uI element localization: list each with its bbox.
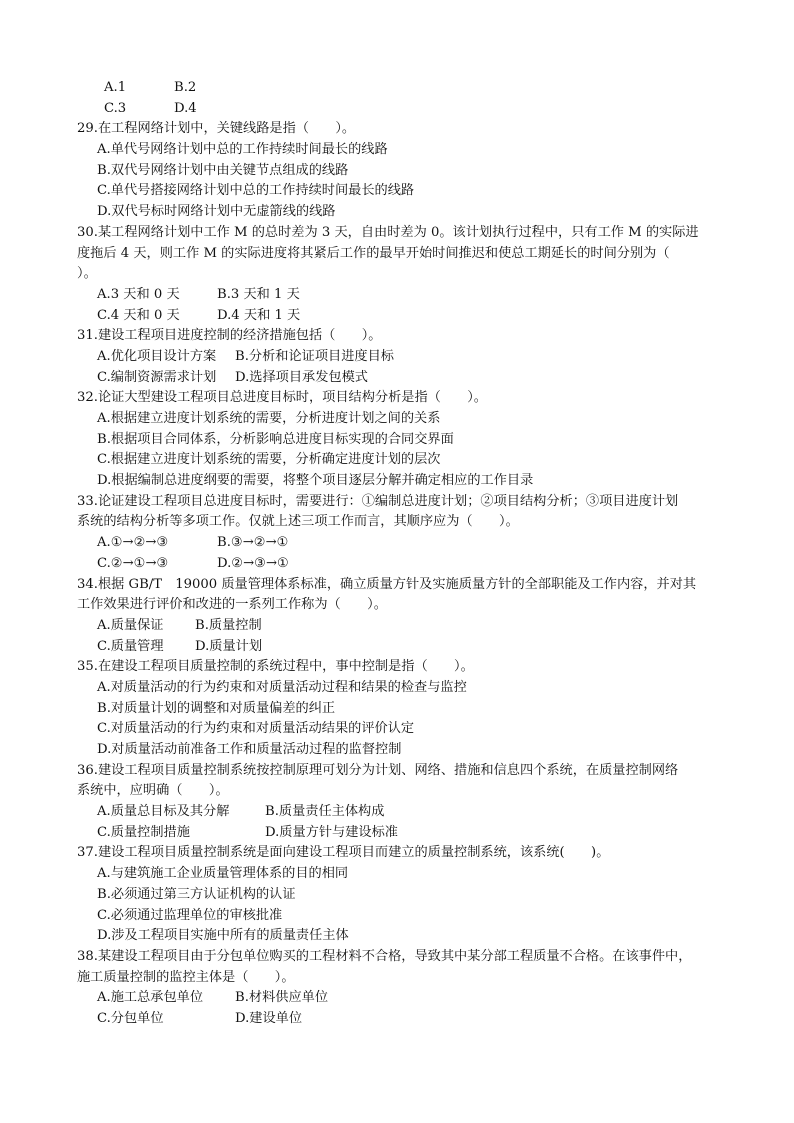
option-row bbox=[0, 637, 794, 658]
option-a: A.质量保证 bbox=[97, 617, 164, 633]
option-a: A.对质量活动的行为约束和对质量活动过程和结果的检查与监控 bbox=[97, 679, 467, 695]
option-d: D.选择项目承发包模式 bbox=[235, 369, 368, 385]
option-b: B.对质量计划的调整和对质量偏差的纠正 bbox=[97, 700, 336, 716]
option-b: B.质量责任主体构成 bbox=[265, 804, 385, 820]
option-b: B.双代号网络计划中由关键节点组成的线路 bbox=[97, 162, 349, 178]
option-a: A.①→②→③ bbox=[97, 535, 169, 551]
option-b: B.3 天和 1 天 bbox=[217, 286, 300, 302]
question-stem: 29.在工程网络计划中，关键线路是指（ ）。 bbox=[77, 121, 356, 137]
option-d: D.4 bbox=[174, 100, 197, 116]
question-list bbox=[0, 78, 794, 1030]
option-c: C.编制资源需求计划 bbox=[97, 369, 217, 385]
option-a: A.优化项目设计方案 bbox=[97, 348, 217, 364]
option-c: C.3 bbox=[104, 100, 127, 116]
question-stem-cont: 度拖后 4 天，则工作 M 的实际进度将其紧后工作的最早开始时间推迟和使总工期延长的时间分别为（ bbox=[77, 245, 670, 261]
question-stem-cont: 系统的结构分析等多项工作。仅就上述三项工作而言，其顺序应为（ ）。 bbox=[77, 514, 519, 530]
option-d: D.对质量活动前准备工作和质量活动过程的监督控制 bbox=[97, 742, 402, 757]
option-d: D.双代号标时网络计划中无虚箭线的线路 bbox=[97, 204, 336, 220]
question-stem: 33.论证建设工程项目总进度目标时，需要进行：①编制总进度计划；②项目结构分析；③项目进度计划 bbox=[77, 493, 679, 509]
option-row bbox=[0, 823, 794, 844]
option-a: A.施工总承包单位 bbox=[97, 990, 204, 1006]
option-row bbox=[0, 1009, 794, 1030]
option-row bbox=[0, 554, 794, 575]
option-b: B.材料供应单位 bbox=[235, 990, 329, 1006]
option-d: D.建设单位 bbox=[235, 1010, 303, 1026]
question-stem: 34.根据 GB/T 19000 质量管理体系标准，确立质量方针及实施质量方针的全部职能及工作内容，并对其 bbox=[77, 576, 697, 592]
option-b: B.根据项目合同体系，分析影响总进度目标实现的合同交界面 bbox=[97, 431, 454, 447]
option-d: D.涉及工程项目实施中所有的质量责任主体 bbox=[97, 928, 349, 944]
question-stem: 37.建设工程项目质量控制系统是面向建设工程项目而建立的质量控制系统，该系统( )。 bbox=[77, 845, 610, 861]
option-a: A.3 天和 0 天 bbox=[97, 286, 180, 302]
option-d: D.质量方针与建设标准 bbox=[265, 824, 398, 840]
option-c: C.4 天和 0 天 bbox=[97, 307, 180, 323]
option-c: C.质量管理 bbox=[97, 638, 164, 654]
option-row bbox=[0, 78, 794, 99]
option-d: D.②→③→① bbox=[217, 555, 289, 571]
option-a: A.质量总目标及其分解 bbox=[97, 804, 230, 820]
option-row bbox=[0, 988, 794, 1009]
option-c: C.分包单位 bbox=[97, 1010, 164, 1026]
question-stem: 31.建设工程项目进度控制的经济措施包括（ ）。 bbox=[77, 328, 382, 344]
option-row bbox=[0, 368, 794, 389]
question-stem: 35.在建设工程项目质量控制的系统过程中，事中控制是指（ ）。 bbox=[77, 659, 474, 675]
option-b: B.2 bbox=[174, 80, 197, 95]
option-row bbox=[0, 306, 794, 327]
option-row bbox=[0, 285, 794, 306]
option-d: D.4 天和 1 天 bbox=[217, 307, 301, 323]
option-b: B.必须通过第三方认证机构的认证 bbox=[97, 886, 296, 902]
question-stem: 36.建设工程项目质量控制系统按控制原理可划分为计划、网络、措施和信息四个系统，在质量控制网络 bbox=[77, 762, 679, 778]
question-stem-cont: ）。 bbox=[77, 266, 97, 282]
option-a: A.与建筑施工企业质量管理体系的目的相同 bbox=[97, 866, 349, 882]
option-row bbox=[0, 347, 794, 368]
option-b: B.③→②→① bbox=[217, 535, 289, 551]
option-b: B.质量控制 bbox=[195, 617, 262, 633]
option-b: B.分析和论证项目进度目标 bbox=[235, 348, 394, 364]
option-c: C.根据建立进度计划系统的需要，分析确定进度计划的层次 bbox=[97, 452, 441, 468]
option-a: A.单代号网络计划中总的工作持续时间最长的线路 bbox=[97, 142, 388, 158]
option-row bbox=[0, 616, 794, 637]
question-stem-cont: 系统中，应明确（ ）。 bbox=[77, 783, 229, 799]
option-c: C.②→①→③ bbox=[97, 555, 169, 571]
option-c: C.单代号搭接网络计划中总的工作持续时间最长的线路 bbox=[97, 183, 415, 199]
question-stem-cont: 施工质量控制的监控主体是（ ）。 bbox=[77, 969, 295, 985]
option-row bbox=[0, 802, 794, 823]
option-c: C.质量控制措施 bbox=[97, 824, 190, 840]
question-stem: 30.某工程网络计划中工作 M 的总时差为 3 天，自由时差为 0。该计划执行过程中，只有工作 M 的实际进 bbox=[77, 224, 699, 240]
option-a: A.根据建立进度计划系统的需要，分析进度计划之间的关系 bbox=[97, 411, 441, 426]
option-row bbox=[0, 99, 794, 120]
option-d: D.质量计划 bbox=[195, 638, 263, 654]
option-c: C.必须通过监理单位的审核批准 bbox=[97, 907, 283, 923]
option-a: A.1 bbox=[104, 80, 127, 95]
option-row bbox=[0, 533, 794, 554]
option-c: C.对质量活动的行为约束和对质量活动结果的评价认定 bbox=[97, 721, 415, 737]
question-stem: 38.某建设工程项目由于分包单位购买的工程材料不合格，导致其中某分部工程质量不合格。在该事件中， bbox=[77, 948, 692, 964]
option-d: D.根据编制总进度纲要的需要，将整个项目逐层分解并确定相应的工作目录 bbox=[97, 473, 534, 489]
question-stem: 32.论证大型建设工程项目总进度目标时，项目结构分析是指（ ）。 bbox=[77, 390, 487, 406]
question-stem-cont: 工作效果进行评价和改进的一系列工作称为（ ）。 bbox=[77, 597, 387, 613]
